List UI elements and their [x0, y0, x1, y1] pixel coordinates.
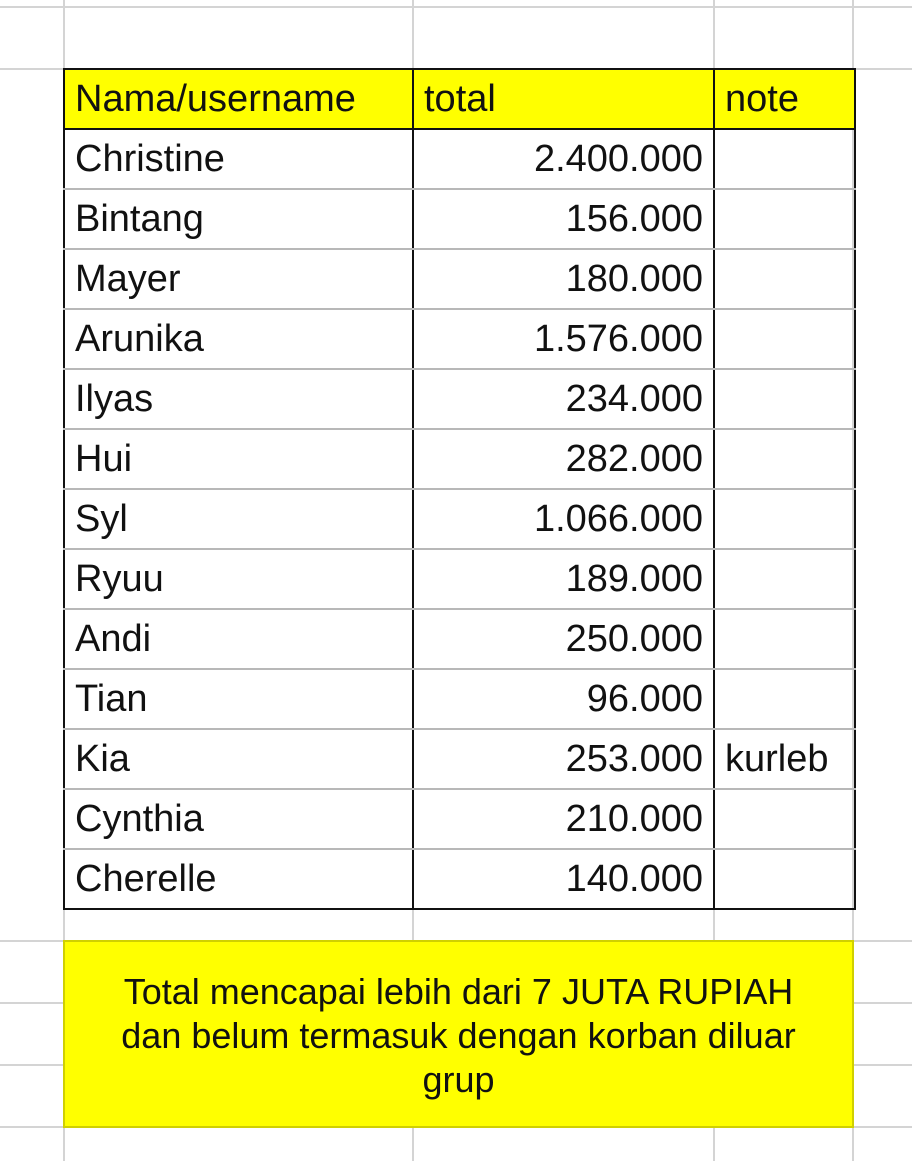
name-cell[interactable]: Bintang — [64, 189, 413, 249]
note-cell[interactable] — [714, 309, 855, 369]
table-row — [64, 489, 855, 549]
table-row — [64, 129, 855, 189]
table-row — [64, 429, 855, 489]
table-row — [64, 549, 855, 609]
table-row — [64, 609, 855, 669]
note-cell[interactable] — [714, 129, 855, 189]
grid-line — [0, 6, 912, 8]
name-cell[interactable]: Hui — [64, 429, 413, 489]
total-cell[interactable]: 253.000 — [413, 729, 714, 789]
note-cell[interactable] — [714, 189, 855, 249]
name-cell[interactable]: Arunika — [64, 309, 413, 369]
name-cell[interactable]: Mayer — [64, 249, 413, 309]
name-cell[interactable]: Syl — [64, 489, 413, 549]
name-cell[interactable]: Cynthia — [64, 789, 413, 849]
name-cell[interactable]: Cherelle — [64, 849, 413, 909]
total-cell[interactable]: 156.000 — [413, 189, 714, 249]
table-row — [64, 249, 855, 309]
note-cell[interactable] — [714, 489, 855, 549]
note-cell[interactable] — [714, 549, 855, 609]
summary-box[interactable] — [63, 940, 854, 1128]
name-cell[interactable]: Christine — [64, 129, 413, 189]
header-cell-name[interactable]: Nama/username — [64, 69, 413, 129]
total-cell[interactable]: 180.000 — [413, 249, 714, 309]
total-cell[interactable]: 140.000 — [413, 849, 714, 909]
total-cell[interactable]: 2.400.000 — [413, 129, 714, 189]
data-table — [63, 68, 856, 910]
note-cell[interactable] — [714, 429, 855, 489]
total-cell[interactable]: 282.000 — [413, 429, 714, 489]
total-cell[interactable]: 234.000 — [413, 369, 714, 429]
table-row — [64, 309, 855, 369]
note-cell[interactable] — [714, 789, 855, 849]
summary-text: Total mencapai lebih dari 7 JUTA RUPIAH dan belum termasuk dengan korban diluar grup — [121, 971, 796, 1100]
table-row — [64, 849, 855, 909]
total-cell[interactable]: 210.000 — [413, 789, 714, 849]
table-row — [64, 729, 855, 789]
note-cell[interactable] — [714, 849, 855, 909]
name-cell[interactable]: Ryuu — [64, 549, 413, 609]
total-cell[interactable]: 1.066.000 — [413, 489, 714, 549]
name-cell[interactable]: Ilyas — [64, 369, 413, 429]
name-cell[interactable]: Kia — [64, 729, 413, 789]
total-cell[interactable]: 189.000 — [413, 549, 714, 609]
total-cell[interactable]: 96.000 — [413, 669, 714, 729]
name-cell[interactable]: Tian — [64, 669, 413, 729]
note-cell[interactable] — [714, 609, 855, 669]
name-cell[interactable]: Andi — [64, 609, 413, 669]
note-cell[interactable] — [714, 249, 855, 309]
table-row — [64, 369, 855, 429]
table-row — [64, 669, 855, 729]
header-row — [64, 69, 855, 129]
note-cell[interactable] — [714, 369, 855, 429]
note-cell[interactable] — [714, 669, 855, 729]
table-row — [64, 189, 855, 249]
total-cell[interactable]: 250.000 — [413, 609, 714, 669]
table-row — [64, 789, 855, 849]
note-cell[interactable]: kurleb — [714, 729, 855, 789]
header-cell-total[interactable]: total — [413, 69, 714, 129]
total-cell[interactable]: 1.576.000 — [413, 309, 714, 369]
header-cell-note[interactable]: note — [714, 69, 855, 129]
